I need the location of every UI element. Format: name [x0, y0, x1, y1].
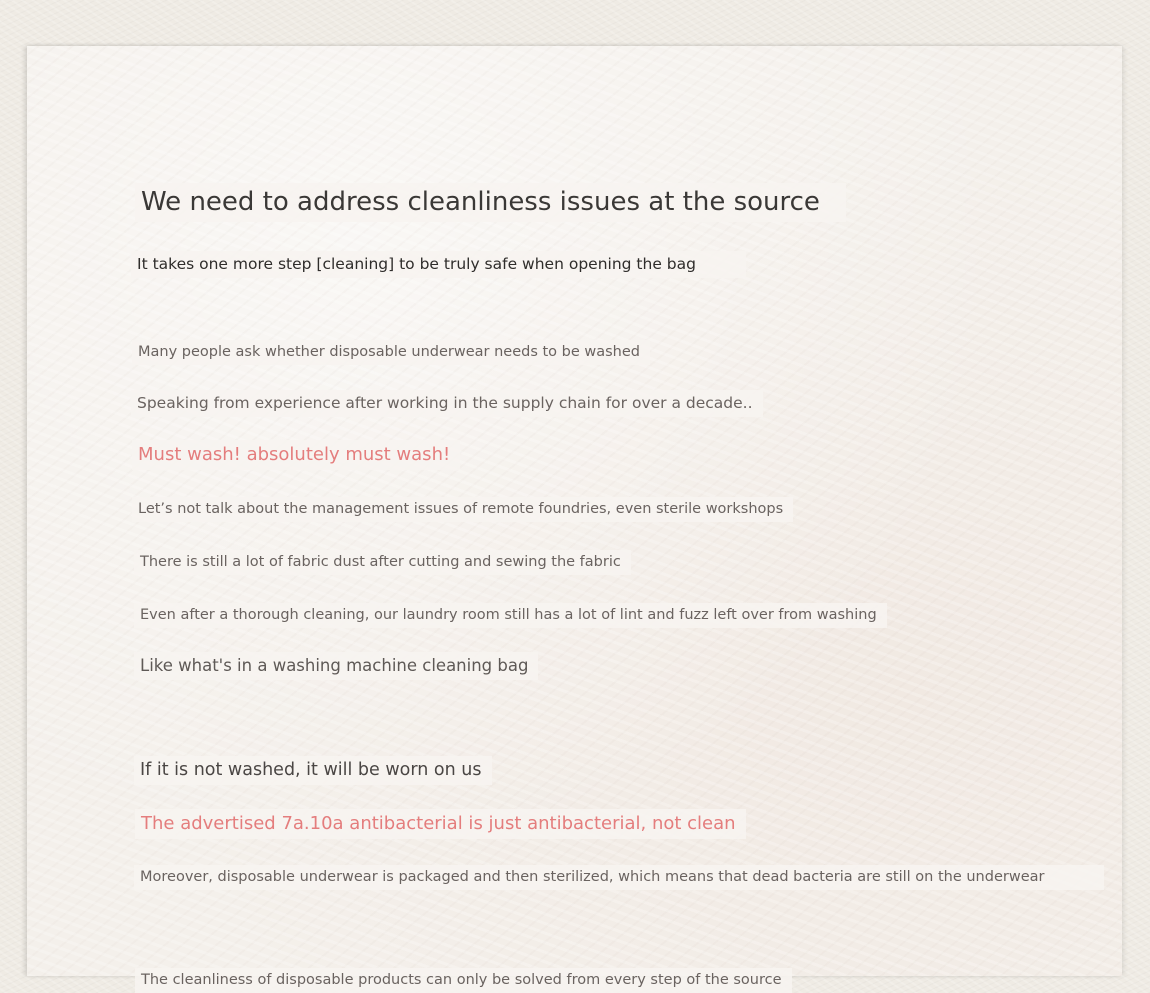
- paragraph-7: Like what's in a washing machine cleaning bag: [134, 652, 538, 680]
- paragraph-5: There is still a lot of fabric dust after cutting and sewing the fabric: [134, 550, 631, 575]
- page-subtitle: It takes one more step [cleaning] to be truly safe when opening the bag: [131, 251, 746, 278]
- paragraph-4: Let’s not talk about the management issues of remote foundries, even sterile workshops: [132, 497, 793, 522]
- paper-sheet: [27, 46, 1122, 988]
- paragraph-11: The cleanliness of disposable products can only be solved from every step of the source: [135, 968, 792, 993]
- paragraph-8: If it is not washed, it will be worn on us: [134, 756, 492, 785]
- highlight-paragraph-must-wash: Must wash! absolutely must wash!: [132, 440, 460, 470]
- paragraph-6: Even after a thorough cleaning, our laundry room still has a lot of lint and fuzz left over from washing: [134, 603, 887, 628]
- page-title: We need to address cleanliness issues at the source: [135, 183, 846, 222]
- highlight-paragraph-antibacterial: The advertised 7a.10a antibacterial is just antibacterial, not clean: [135, 809, 746, 839]
- paragraph-10: Moreover, disposable underwear is packaged and then sterilized, which means that dead bacteria are still on the underwear: [134, 865, 1104, 890]
- paragraph-2: Speaking from experience after working in the supply chain for over a decade..: [131, 390, 763, 417]
- paragraph-1: Many people ask whether disposable underwear needs to be washed: [132, 340, 650, 365]
